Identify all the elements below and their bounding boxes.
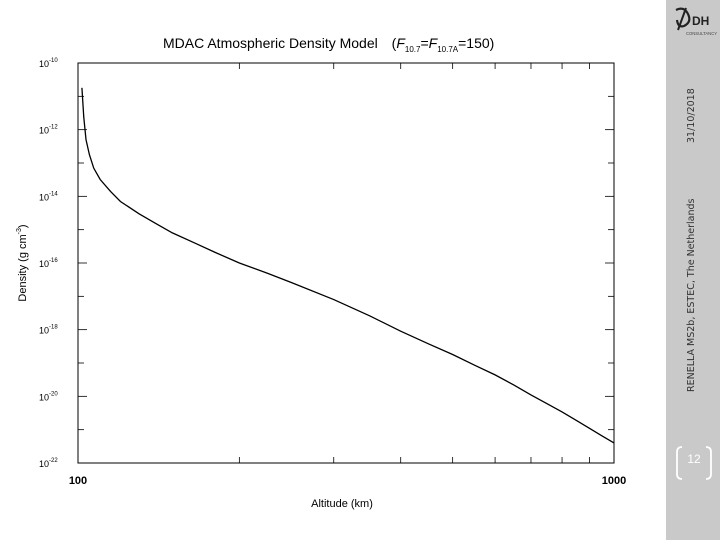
y-tick-label: $10^{-18}$ (39, 324, 58, 336)
y-tick-labels (39, 58, 58, 469)
chart-title-f2: F (428, 35, 438, 51)
y-tick-label: $10^{-12}$ (39, 124, 58, 136)
logo-text: DH (692, 14, 710, 28)
footer-date: 31/10/2018 (686, 88, 697, 143)
density-curve (82, 88, 614, 443)
y-tick-label: $10^{-10}$ (39, 58, 58, 69)
y-axis-label-sup: -3 (16, 228, 23, 235)
y-tick-label: $10^{-20}$ (39, 391, 58, 403)
chart-title-f1: F (396, 35, 405, 51)
chart-title-eq: = (420, 35, 429, 51)
y-axis-label (16, 224, 29, 301)
x-axis-label: Altitude (km) (311, 498, 373, 510)
x-tick-label: 100 (68, 475, 88, 487)
footer-info: RENELLA MS2b, ESTEC, The Netherlands (686, 198, 697, 392)
plot-frame (78, 63, 614, 463)
company-logo (672, 4, 718, 40)
y-axis-label-end: ) (17, 224, 29, 229)
y-tick-label: $10^{-16}$ (39, 258, 58, 269)
y-tick-label: $10^{-22}$ (39, 458, 58, 469)
x-tick-label: 1000 (601, 475, 627, 487)
x-minor-ticks (239, 63, 589, 463)
chart-title (163, 35, 494, 54)
logo-subtext: CONSULTANCY (686, 31, 718, 36)
chart-title-main: MDAC Atmospheric Density Model (163, 35, 378, 51)
y-tick-label: $10^{-14}$ (39, 191, 58, 203)
page-number: 12 (687, 452, 701, 466)
y-minor-ticks (78, 63, 614, 463)
chart-title-prefix: ( (391, 35, 397, 51)
chart-title-f2-sub: 10.7A (437, 45, 459, 54)
chart-title-suffix: =150) (458, 35, 495, 51)
x-tick-labels (69, 475, 626, 487)
y-axis-label-main: Density (g cm (17, 234, 29, 302)
chart-title-f1-sub: 10.7 (404, 45, 421, 54)
